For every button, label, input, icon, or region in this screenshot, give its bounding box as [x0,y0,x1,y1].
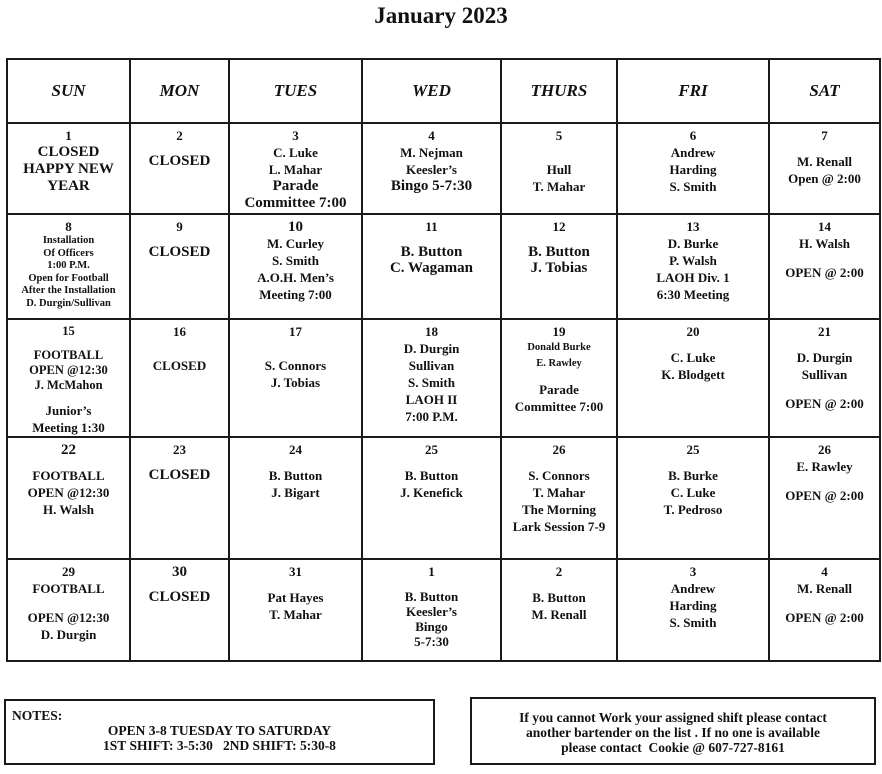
week-row [7,319,880,437]
week-row [7,214,880,319]
cell-line: J. McMahon [34,378,103,392]
week-row [7,437,880,559]
day-cell [769,319,880,437]
cell-line: Open @ 2:00 [788,171,861,186]
day-cell [617,559,769,661]
day-number: 23 [173,442,186,457]
cell-line: CLOSED [148,153,211,169]
day-cell [130,319,229,437]
cell-line: D. Durgin/Sullivan [26,297,111,309]
day-cell [229,319,362,437]
cell-line: OPEN @12:30 [27,610,110,625]
cell-line: S. Smith [272,253,319,268]
cell-line: OPEN @ 2:00 [785,488,864,503]
cell-line: LAOH Div. 1 [656,270,730,285]
cell-line: 5-7:30 [414,634,449,649]
weekday-thu: THURS [501,59,617,123]
weekday-header-row [7,59,880,123]
cell-line: J. Bigart [271,485,320,500]
day-number: 13 [686,219,700,234]
day-number: 7 [821,128,828,143]
cell-line: After the Installation [21,285,116,296]
day-cell [617,214,769,319]
contact-phone-line: please contact Cookie @ 607-727-8161 [561,740,785,755]
week-row [7,123,880,214]
cell-line: Donald Burke [527,342,591,353]
cell-line: S. Connors [264,358,327,373]
day-number: 25 [686,442,700,457]
day-cell [362,214,501,319]
day-number: 16 [173,324,186,339]
cell-line: B. Button [404,468,459,483]
day-cell [130,559,229,661]
cell-line: M. Renall [531,607,587,622]
day-cell [617,123,769,214]
cell-line: 7:00 P.M. [405,409,458,424]
day-cell [617,437,769,559]
cell-line: Keesler’s [405,604,457,619]
day-number: 30 [172,564,187,580]
contact-line: another bartender on the list . If no one is available [526,725,820,740]
cell-line: H. Walsh [798,236,851,251]
contact-line: If you cannot Work your assigned shift please contact [519,710,827,725]
cell-line: P. Walsh [669,253,717,268]
notes-box [4,699,435,765]
cell-line: C. Luke [670,485,716,500]
notes-hours: OPEN 3-8 TUESDAY TO SATURDAY [107,723,332,738]
day-number: 24 [289,442,302,457]
cell-line: Installation [42,235,95,246]
cell-line: Sullivan [801,367,848,382]
cell-line: Committee 7:00 [244,195,347,211]
day-number: 15 [62,324,75,338]
cell-line: Committee 7:00 [514,399,604,414]
cell-line: LAOH II [405,392,458,407]
day-number: 21 [818,324,831,339]
day-cell [7,437,130,559]
cell-line: FOOTBALL [32,468,105,483]
day-cell [7,319,130,437]
day-number: 17 [289,324,302,339]
day-number: 14 [818,219,831,234]
day-cell [501,319,617,437]
day-cell [362,437,501,559]
cell-line: B. Button [532,590,586,605]
day-cell [362,123,501,214]
cell-line: C. Wagaman [389,260,474,276]
cell-line: M. Renall [797,154,852,169]
day-cell [769,123,880,214]
cell-line: M. Nejman [400,145,463,160]
cell-line: The Morning [521,502,597,517]
cell-line: OPEN @12:30 [29,363,108,377]
cell-line: T. Mahar [532,179,586,194]
cell-line: T. Mahar [269,607,322,622]
cell-line: E. Rawley [796,459,853,474]
day-number: 5 [555,128,563,143]
week-row [7,559,880,661]
cell-line: S. Smith [408,375,455,390]
day-cell [229,214,362,319]
cell-line: FOOTBALL [32,581,105,596]
day-number: 29 [62,564,75,579]
cell-line: FOOTBALL [33,348,104,362]
day-number: 20 [686,324,700,339]
cell-line: K. Blodgett [661,367,725,382]
day-number: 25 [425,442,438,457]
cell-line: CLOSED [152,358,207,373]
cell-line: Parade [539,382,579,397]
day-number: 31 [289,564,302,579]
cell-line: D. Durgin [403,341,460,356]
cell-line: Harding [669,162,717,177]
cell-line: Hull [546,162,572,177]
cell-line: Of Officers [43,247,94,259]
day-number: 10 [288,219,303,235]
cell-line: J. Tobias [270,375,321,390]
cell-line: Andrew [670,581,716,596]
cell-line: Open for Football [28,272,109,284]
notes-shifts: 1ST SHIFT: 3-5:30 2ND SHIFT: 5:30-8 [103,738,336,753]
day-cell [229,437,362,559]
day-number: 9 [176,219,183,234]
calendar-grid [6,58,881,662]
cell-line: OPEN @12:30 [27,485,110,500]
weekday-tue: TUES [229,59,362,123]
cell-line: Meeting 7:00 [259,287,332,302]
cell-line: OPEN @ 2:00 [785,265,864,280]
day-cell [7,214,130,319]
day-cell [501,559,617,661]
day-cell [769,214,880,319]
day-number: 3 [292,128,299,143]
cell-line: H. Walsh [42,502,95,517]
cell-line: Keesler’s [405,162,457,177]
day-number: 26 [818,442,831,457]
day-cell [501,123,617,214]
day-cell [130,123,229,214]
day-number: 22 [61,442,76,458]
cell-line: E. Rawley [536,358,582,369]
cell-line: Meeting 1:30 [32,420,105,435]
day-number: 4 [821,564,828,579]
cell-line: B. Button [404,589,459,604]
day-number: 11 [425,219,438,234]
cell-line: L. Mahar [268,162,323,177]
cell-line: 6:30 Meeting [656,287,730,302]
day-number: 19 [552,324,566,339]
cell-line: J. Tobias [530,260,588,276]
cell-line: T. Mahar [532,485,586,500]
cell-line: CLOSED [37,144,100,160]
day-cell [7,559,130,661]
cell-line: Sullivan [408,358,455,373]
day-cell [769,437,880,559]
day-cell [130,437,229,559]
day-number: 6 [689,128,697,143]
cell-line: OPEN @ 2:00 [785,396,864,411]
day-number: 4 [428,128,435,143]
day-number: 2 [176,128,183,143]
notes-label: NOTES: [12,708,63,723]
day-cell [362,559,501,661]
cell-line: CLOSED [148,589,211,605]
day-number: 3 [689,564,697,579]
cell-line: Bingo 5-7:30 [390,178,473,194]
cell-line: B. Button [268,468,323,483]
day-cell [362,319,501,437]
day-number: 26 [552,442,566,457]
cell-line: D. Durgin [40,627,97,642]
weekday-fri: FRI [617,59,769,123]
cell-line: CLOSED [148,244,211,260]
day-number: 8 [65,219,72,234]
cell-line: S. Smith [669,179,717,194]
day-cell [769,559,880,661]
day-cell [501,214,617,319]
day-cell [7,123,130,214]
cell-line: Parade [272,178,319,194]
cell-line: YEAR [47,178,90,194]
weekday-sat: SAT [769,59,880,123]
cell-line: M. Renall [797,581,852,596]
cell-line: Junior’s [45,403,92,418]
cell-line: B. Button [528,244,590,260]
day-number: 18 [425,324,438,339]
cell-line: 1:00 P.M. [47,260,90,271]
cell-line: D. Burke [667,236,719,251]
day-cell [617,319,769,437]
cell-line: T. Pedroso [663,502,723,517]
contact-box [470,697,876,765]
cell-line: C. Luke [670,350,716,365]
cell-line: J. Kenefick [400,485,463,500]
cell-line: Pat Hayes [267,590,324,605]
cell-line: S. Smith [669,615,717,630]
cell-line: Lark Session 7-9 [512,519,606,534]
weekday-mon: MON [130,59,229,123]
cell-line: S. Connors [528,468,590,483]
cell-line: CLOSED [148,467,211,483]
cell-line: Bingo [415,619,448,634]
day-cell [229,559,362,661]
cell-line: Harding [669,598,717,613]
cell-line: Andrew [670,145,716,160]
day-number: 1 [428,564,435,579]
cell-line: D. Durgin [796,350,853,365]
cell-line: B. Burke [668,468,718,483]
day-number: 1 [65,128,72,143]
day-cell [229,123,362,214]
day-cell [501,437,617,559]
cell-line: A.O.H. Men’s [257,270,334,285]
day-cell [130,214,229,319]
cell-line: B. Button [400,244,463,260]
day-number: 12 [552,219,566,234]
cell-line: C. Luke [273,145,318,160]
calendar-title: January 2023 [374,3,508,28]
weekday-sun: SUN [7,59,130,123]
day-number: 2 [555,564,563,579]
cell-line: OPEN @ 2:00 [785,610,864,625]
cell-line: HAPPY NEW [23,161,114,177]
weekday-wed: WED [362,59,501,123]
cell-line: M. Curley [266,236,325,251]
